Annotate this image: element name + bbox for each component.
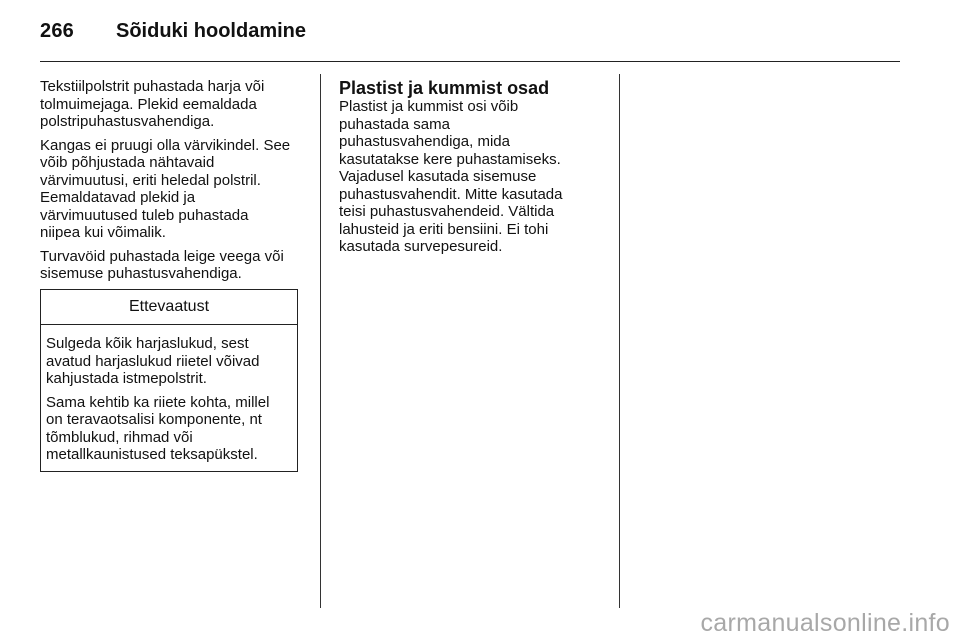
column-divider (619, 74, 620, 608)
left-column (40, 78, 312, 472)
middle-column (339, 78, 601, 262)
chapter-title: Sõiduki hooldamine (116, 20, 307, 42)
paragraph: Kangas ei pruugi olla värvikindel. See võib põhjustada nähtavaid värvimuutusi, eriti heledal polstril. Eemaldatavad plekid ja värvimuutused tuleb puhastada niipea kui võimalik. (40, 136, 291, 241)
warning-body (41, 325, 297, 464)
warning-paragraph: Sulgeda kõik harjaslukud, sest avatud harjaslukud riietel võivad kahjustada istmepolstrit. (46, 335, 260, 387)
warning-title: Ettevaatust (41, 290, 297, 326)
page-number: 266 (40, 20, 74, 42)
column-divider (320, 74, 321, 608)
paragraph: Tekstiilpolstrit puhastada harja või tolmuimejaga. Plekid eemaldada polstripuhastusvahendiga. (40, 78, 265, 130)
paragraph: Plastist ja kummist osi võib puhastada sama puhastusvahendiga, mida kasutatakse kere puhastamiseks. Vajadusel kasutada sisemuse puhastusvahendit. Mitte kasutada teisi puhastusvahendeid. Vältida lahusteid ja eriti bensiini. Ei tohi kasutada survepesureid. (339, 98, 563, 255)
section-heading: Plastist ja kummist osad (339, 78, 550, 98)
warning-box (40, 289, 298, 472)
header-rule (40, 61, 900, 62)
watermark: carmanualsonline.info (700, 609, 950, 637)
warning-paragraph: Sama kehtib ka riiete kohta, millel on teravaotsalisi komponente, nt tõmblukud, rihmad või metallkaunistused teksapükstel. (46, 393, 270, 463)
paragraph: Turvavöid puhastada leige veega või sisemuse puhastusvahendiga. (40, 247, 284, 282)
